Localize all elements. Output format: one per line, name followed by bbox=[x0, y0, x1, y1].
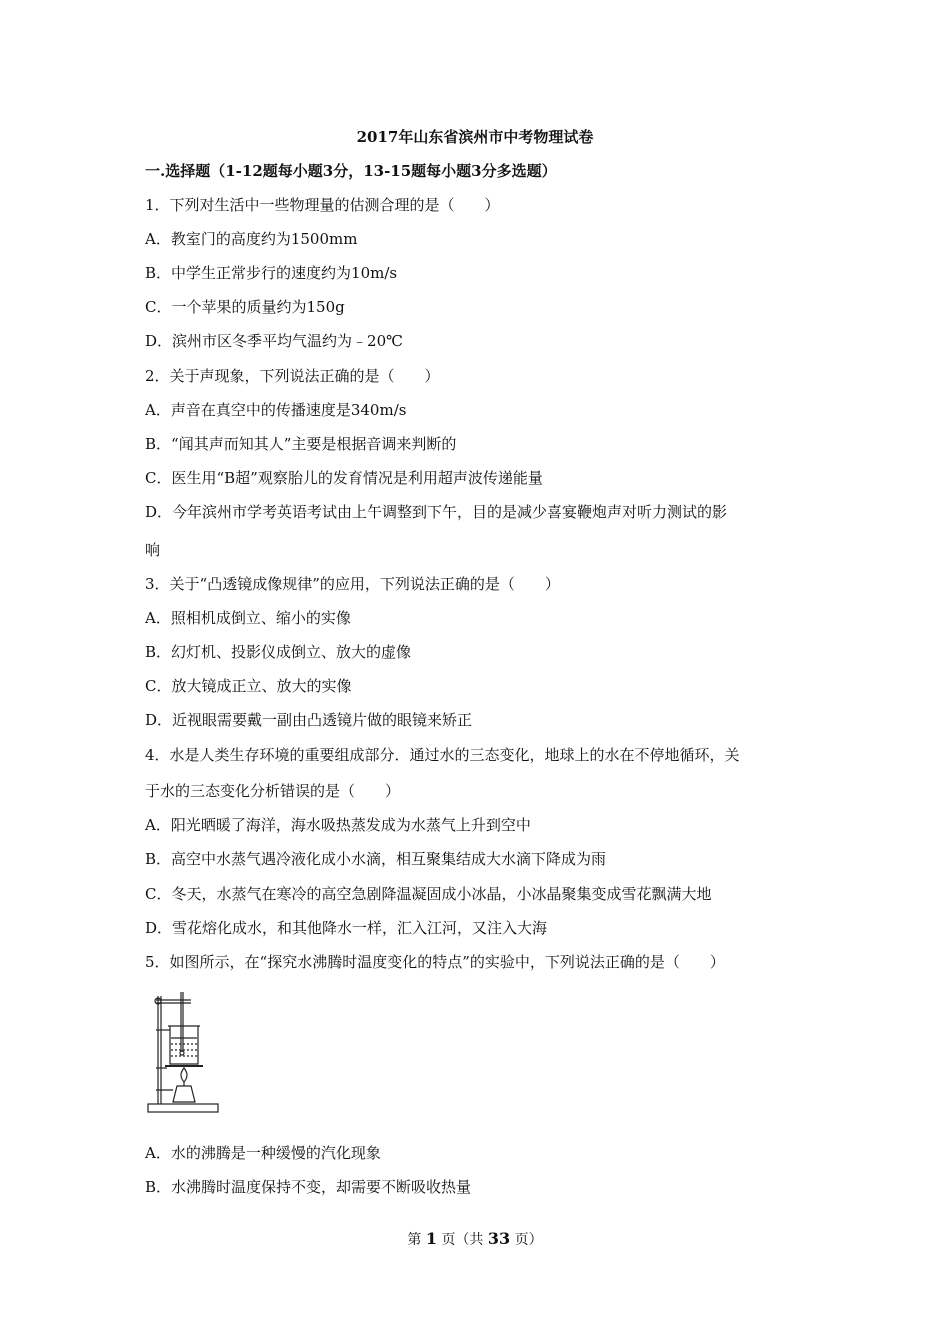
question-2-option-d: D．今年滨州市学考英语考试由上午调整到下午，目的是减少喜宴鞭炮声对听力测试的影 bbox=[145, 503, 728, 521]
question-5-stem: 5．如图所示，在“探究水沸腾时温度变化的特点”的实验中，下列说法正确的是（ ） bbox=[145, 953, 725, 971]
question-4-stem-cont: 于水的三态变化分析错误的是（ ） bbox=[145, 782, 401, 800]
footer-total-pages: 33 bbox=[487, 1229, 511, 1248]
question-4-option-b: B．高空中水蒸气遇冷液化成小水滴，相互聚集结成大水滴下降成为雨 bbox=[145, 850, 607, 868]
boiling-experiment-figure bbox=[143, 986, 223, 1124]
question-4-stem: 4．水是人类生存环境的重要组成部分．通过水的三态变化，地球上的水在不停地循环，关 bbox=[145, 746, 740, 764]
question-2-option-b: B．“闻其声而知其人”主要是根据音调来判断的 bbox=[145, 435, 457, 453]
question-2-option-c: C．医生用“B超”观察胎儿的发育情况是利用超声波传递能量 bbox=[145, 469, 543, 487]
question-1-option-b: B．中学生正常步行的速度约为10m/s bbox=[145, 264, 398, 282]
footer-middle: 页（共 bbox=[441, 1232, 484, 1248]
question-2-option-d-cont: 响 bbox=[145, 541, 161, 559]
question-3-option-b: B．幻灯机、投影仪成倒立、放大的虚像 bbox=[145, 643, 412, 661]
exam-title: 2017年山东省滨州市中考物理试卷 bbox=[356, 128, 594, 146]
question-1-option-d: D．滨州市区冬季平均气温约为﹣20℃ bbox=[145, 332, 403, 350]
question-5-option-b: B．水沸腾时温度保持不变，却需要不断吸收热量 bbox=[145, 1178, 472, 1196]
page-footer bbox=[0, 1229, 950, 1249]
question-3-stem: 3．关于“凸透镜成像规律”的应用，下列说法正确的是（ ） bbox=[145, 575, 560, 593]
footer-prefix: 第 bbox=[407, 1232, 422, 1248]
question-1-option-a: A．教室门的高度约为1500mm bbox=[145, 230, 358, 248]
question-2-option-a: A．声音在真空中的传播速度是340m/s bbox=[145, 401, 407, 419]
question-5-option-a: A．水的沸腾是一种缓慢的汽化现象 bbox=[145, 1144, 381, 1162]
footer-page-number: 1 bbox=[425, 1229, 437, 1248]
question-3-option-a: A．照相机成倒立、缩小的实像 bbox=[145, 609, 351, 627]
section-heading: 一.选择题（1-12题每小题3分，13-15题每小题3分多选题） bbox=[145, 162, 557, 180]
question-4-option-d: D．雪花熔化成水，和其他降水一样，汇入江河，又注入大海 bbox=[145, 919, 548, 937]
question-4-option-c: C．冬天，水蒸气在寒冷的高空急剧降温凝固成小冰晶，小冰晶聚集变成雪花飘满大地 bbox=[145, 885, 712, 903]
footer-suffix: 页） bbox=[514, 1232, 543, 1248]
question-3-option-d: D．近视眼需要戴一副由凸透镜片做的眼镜来矫正 bbox=[145, 711, 473, 729]
question-1-stem: 1．下列对生活中一些物理量的估测合理的是（ ） bbox=[145, 196, 500, 214]
question-2-stem: 2．关于声现象，下列说法正确的是（ ） bbox=[145, 367, 440, 385]
question-4-option-a: A．阳光晒暖了海洋，海水吸热蒸发成为水蒸气上升到空中 bbox=[145, 816, 531, 834]
question-3-option-c: C．放大镜成正立、放大的实像 bbox=[145, 677, 352, 695]
question-1-option-c: C．一个苹果的质量约为150g bbox=[145, 298, 345, 316]
